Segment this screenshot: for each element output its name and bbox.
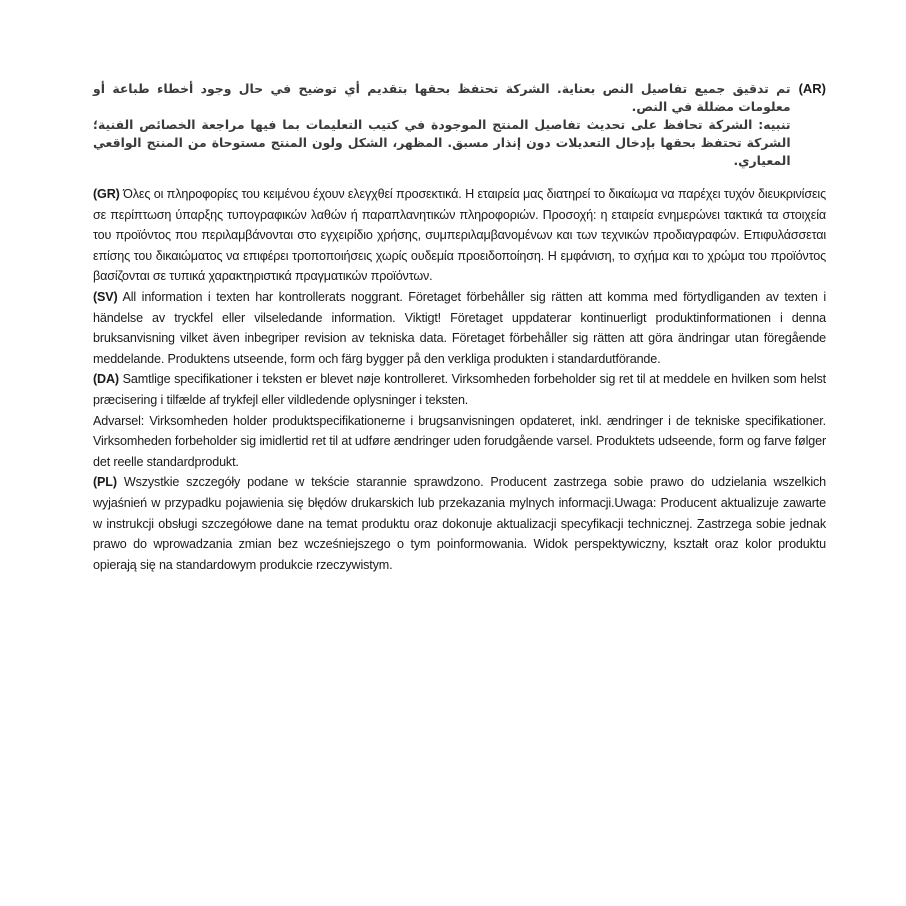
danish-warning-paragraph: Advarsel: Virksomheden holder produktspecifikationerne i brugsanvisningen opdateret, inkl. ændringer i de tekniske specifikationer. Virksomheden forbeholder sig imidlertid ret til at udføre ændringer uden forudgående varsel. Produktets udseende, form og farve følger det reelle standardprodukt. xyxy=(93,413,826,469)
danish-language-tag: (DA) xyxy=(93,372,119,387)
swedish-paragraph xyxy=(93,287,826,369)
greek-language-tag: (GR) xyxy=(93,187,120,201)
danish-paragraph xyxy=(93,369,826,410)
swedish-text: All information i texten har kontrollerats noggrant. Företaget förbehåller sig rätten att komma med förtydliganden av texten i händelse av tryckfel eller vilseledande information. Viktigt! Företaget uppdaterar kontinuerligt produktinformationen i denna bruksanvisning vilket även inbegriper revision av tekniska data. Företaget förbehåller sig rätten att göra ändringar utan föregående meddelande. Produktens utseende, form och färg bygger på den verkliga produkten i standardutförande. xyxy=(93,289,826,366)
arabic-section xyxy=(93,80,826,170)
disclaimer-document xyxy=(93,80,826,575)
arabic-paragraph-2: تنبيه: الشركة تحافظ على تحديث تفاصيل المنتج الموجودة في كتيب التعليمات بما فيها مراجعة الخصائص الفنية؛ الشركة تحتفظ بحقها بإدخال التعديلات دون إنذار مسبق. المظهر، الشكل ولون المنتج مستوحاة من المنتج الواقعي المعياري. xyxy=(93,117,791,168)
greek-text: Όλες οι πληροφορίες του κειμένου έχουν ελεγχθεί προσεκτικά. Η εταιρεία μας διατηρεί το δικαίωμα να παρέχει τυχόν διευκρινίσεις σε περίπτωση ύπαρξης τυπογραφικών λαθών ή παραπλανητικών πληροφοριών. Προσοχή: η εταιρεία ενημερώνει τακτικά τα στοιχεία του προϊόντος που περιλαμβάνονται στο εγχειρίδιο χρήσης, συμπεριλαμβανομένων και των τεχνικών προδιαγραφών. Επιφυλάσσεται επίσης του δικαιώματος να επιφέρει τροποποιήσεις χωρίς ουδεμία προειδοποίηση. Η εμφάνιση, το σχήμα και το χρώμα του προϊόντος βασίζονται σε τυπικά χαρακτηριστικά πραγματικών προϊόντων. xyxy=(93,187,826,284)
swedish-language-tag: (SV) xyxy=(93,289,118,304)
polish-text: Wszystkie szczegóły podane w tekście starannie sprawdzono. Producent zastrzega sobie prawo do udzielania wszelkich wyjaśnień w przypadku pojawienia się błędów drukarskich lub przekazania mylnych informacji.Uwaga: Producent aktualizuje zawarte w instrukcji obsługi szczegółowe dane na temat produktu oraz dokonuje aktualizacji specyfikacji technicznej. Zastrzega sobie jednak prawo do wprowadzania zmian bez wcześniejszego o tym poinformowania. Widok perspektywiczny, kształt oraz kolor produktu opierają się na standardowym produkcie rzeczywistym. xyxy=(93,475,826,572)
arabic-paragraph-1: تم تدقيق جميع تفاصيل النص بعناية. الشركة تحتفظ بحقها بتقديم أي توضيح في حال وجود أخطاء طباعة أو معلومات مضللة في النص. xyxy=(93,81,791,114)
greek-paragraph xyxy=(93,184,826,287)
arabic-language-tag: (AR) xyxy=(798,81,826,96)
polish-paragraph xyxy=(93,472,826,575)
polish-language-tag: (PL) xyxy=(93,475,117,490)
danish-text: Samtlige specifikationer i teksten er blevet nøje kontrolleret. Virksomheden forbeholder sig ret til at meddele en hvilken som helst præcisering i tilfælde af trykfejl eller vildledende oplysninger i teksten. xyxy=(93,372,826,407)
arabic-text xyxy=(93,80,791,170)
